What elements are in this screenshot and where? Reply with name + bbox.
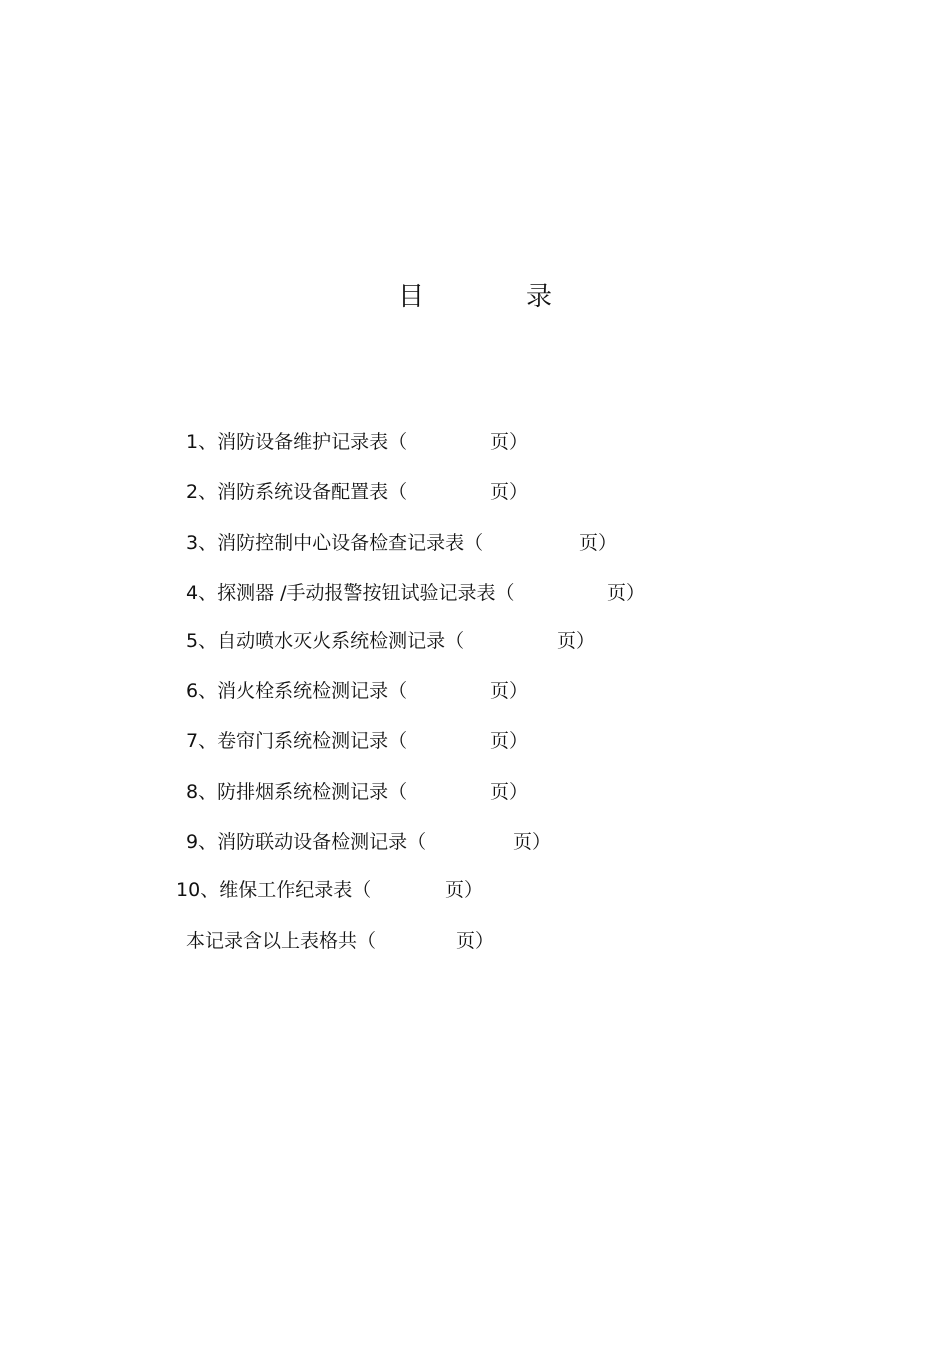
toc-item-separator: 、 — [198, 730, 218, 752]
toc-item-number: 10 — [176, 879, 201, 901]
toc-item-separator: 、 — [198, 532, 218, 554]
toc-item-label: 消防控制中心设备检查记录表（ — [217, 532, 484, 554]
toc-summary-label: 本记录含以上表格共（ — [186, 930, 377, 952]
toc-item-number: 3 — [186, 532, 199, 554]
toc-item-label: 消防联动设备检测记录（ — [217, 831, 427, 853]
toc-item-separator: 、 — [198, 831, 218, 853]
toc-item-separator: 、 — [198, 481, 218, 503]
toc-item-page: 页） — [490, 781, 529, 803]
toc-item-1 — [186, 429, 529, 455]
toc-item-separator: 、 — [200, 879, 220, 901]
toc-item-page: 页） — [579, 532, 618, 554]
toc-item-page: 页） — [490, 730, 529, 752]
toc-item-separator: 、 — [198, 431, 218, 453]
toc-item-separator: 、 — [198, 680, 218, 702]
toc-item-5 — [186, 628, 596, 654]
toc-item-number: 1 — [186, 431, 199, 453]
toc-item-label: 消火栓系统检测记录（ — [217, 680, 408, 702]
toc-item-page: 页） — [490, 481, 529, 503]
toc-item-number: 2 — [186, 481, 199, 503]
toc-item-number: 9 — [186, 831, 199, 853]
toc-item-separator: 、 — [198, 630, 218, 652]
toc-item-separator: 、 — [198, 781, 218, 803]
toc-item-6 — [186, 678, 529, 704]
toc-item-label: 自动喷水灭火系统检测记录（ — [217, 630, 465, 652]
toc-item-label: 消防设备维护记录表（ — [217, 431, 408, 453]
toc-item-label: 卷帘门系统检测记录（ — [217, 730, 408, 752]
toc-item-page: 页） — [490, 680, 529, 702]
toc-item-8 — [186, 779, 529, 805]
toc-item-number: 5 — [186, 630, 199, 652]
toc-item-number: 4 — [186, 582, 199, 604]
toc-item-number: 6 — [186, 680, 199, 702]
toc-item-number: 7 — [186, 730, 199, 752]
toc-item-label: 探测器 /手动报警按钮试验记录表（ — [217, 582, 515, 604]
title-char-1: 目 — [398, 282, 425, 312]
toc-item-page: 页） — [490, 431, 529, 453]
toc-summary-page: 页） — [456, 930, 495, 952]
toc-item-page: 页） — [557, 630, 596, 652]
toc-summary — [186, 928, 495, 954]
toc-item-10 — [176, 877, 484, 903]
title-char-2: 录 — [526, 282, 553, 312]
toc-item-9 — [186, 829, 552, 855]
toc-item-label: 消防系统设备配置表（ — [217, 481, 408, 503]
toc-item-separator: 、 — [198, 582, 218, 604]
toc-item-3 — [186, 530, 618, 556]
toc-item-page: 页） — [513, 831, 552, 853]
toc-item-label: 防排烟系统检测记录（ — [217, 781, 408, 803]
toc-item-page: 页） — [445, 879, 484, 901]
toc-item-7 — [186, 728, 529, 754]
toc-item-2 — [186, 479, 529, 505]
toc-item-page: 页） — [607, 582, 646, 604]
toc-item-number: 8 — [186, 781, 199, 803]
toc-item-4 — [186, 580, 646, 606]
toc-item-label: 维保工作纪录表（ — [219, 879, 372, 901]
